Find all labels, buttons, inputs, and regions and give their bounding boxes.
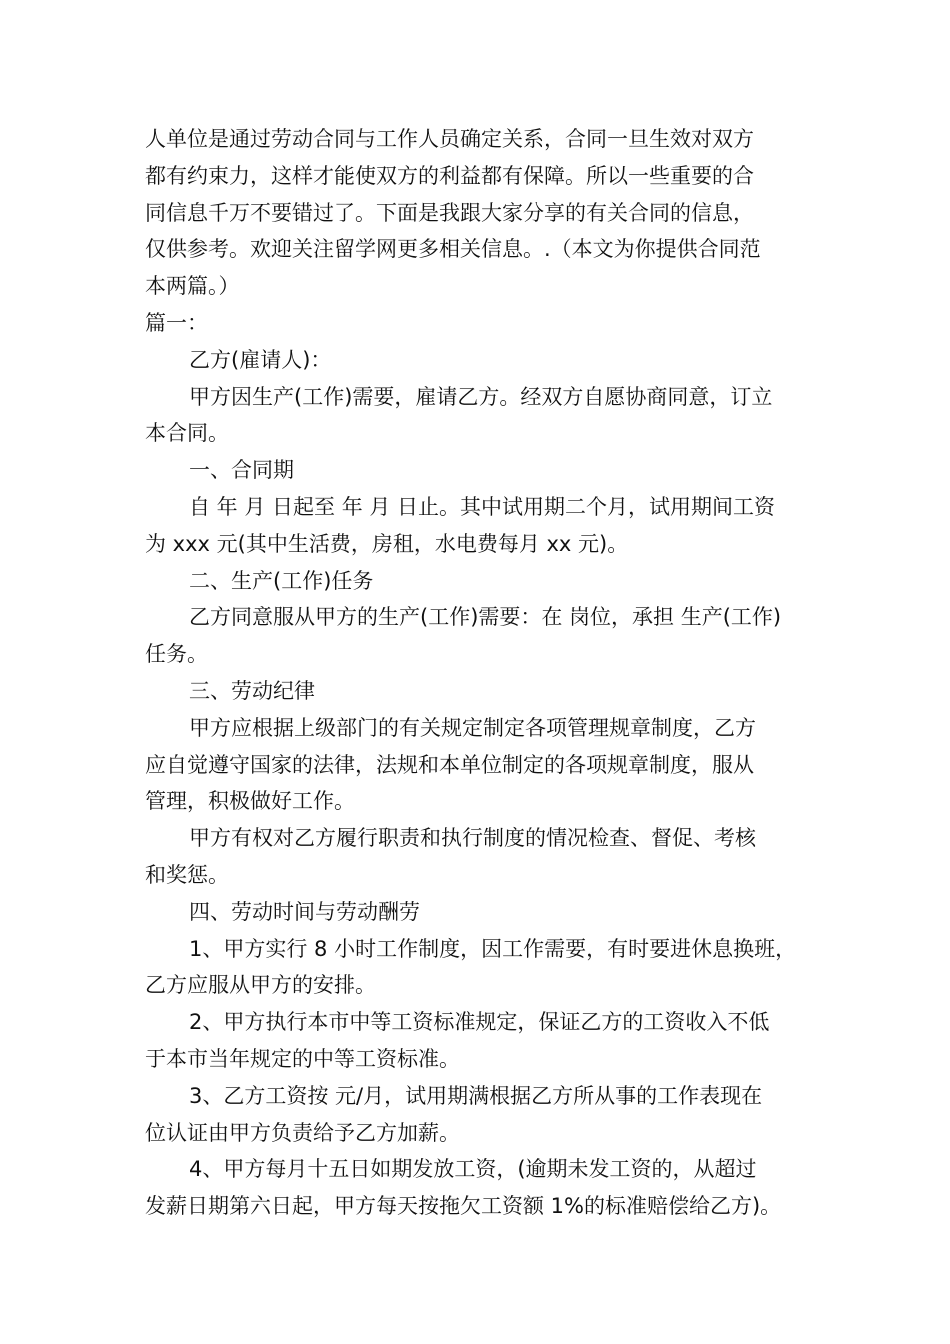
text-line: 同信息千万不要错过了。下面是我跟大家分享的有关合同的信息， <box>145 200 754 225</box>
text-line: 3、乙方工资按 元/月，试用期满根据乙方所从事的工作表现在 <box>189 1083 763 1108</box>
text-line: 本两篇。） <box>145 274 240 299</box>
text-line: 本合同。 <box>145 421 229 446</box>
text-line: 一、合同期 <box>189 458 294 483</box>
text-line: 三、劳动纪律 <box>189 678 315 703</box>
text-line: 乙方同意服从甲方的生产(工作)需要：在 岗位，承担 生产(工作) <box>189 605 782 630</box>
text-line: 甲方应根据上级部门的有关规定制定各项管理规章制度，乙方 <box>189 715 756 740</box>
text-line: 4、甲方每月十五日如期发放工资，(逾期未发工资的，从超过 <box>189 1157 757 1182</box>
text-line: 为 xxx 元(其中生活费，房租，水电费每月 xx 元)。 <box>145 531 629 556</box>
text-line: 人单位是通过劳动合同与工作人员确定关系，合同一旦生效对双方 <box>145 127 754 151</box>
text-line: 1、甲方实行 8 小时工作制度，因工作需要，有时要进休息换班， <box>189 936 797 961</box>
text-line: 2、甲方执行本市中等工资标准规定，保证乙方的工资收入不低 <box>189 1010 770 1035</box>
document-body <box>145 121 815 1225</box>
text-line: 都有约束力，这样才能使双方的利益都有保障。所以一些重要的合 <box>145 163 754 188</box>
text-line: 篇一： <box>145 310 208 335</box>
text-line: 和奖惩。 <box>145 862 229 887</box>
text-line: 管理，积极做好工作。 <box>145 789 355 814</box>
text-line: 任务。 <box>145 642 208 667</box>
text-line: 甲方有权对乙方履行职责和执行制度的情况检查、督促、考核 <box>189 826 756 851</box>
text-line: 四、劳动时间与劳动酬劳 <box>189 899 420 924</box>
text-line: 二、生产(工作)任务 <box>189 568 374 593</box>
text-line: 于本市当年规定的中等工资标准。 <box>145 1046 460 1071</box>
text-line: 甲方因生产(工作)需要，雇请乙方。经双方自愿协商同意，订立 <box>189 384 773 409</box>
text-line: 仅供参考。欢迎关注留学网更多相关信息。.（本文为你提供合同范 <box>145 237 761 262</box>
text-line: 发薪日期第六日起，甲方每天按拖欠工资额 1%的标准赔偿给乙方)。 <box>145 1194 782 1219</box>
text-line: 自 年 月 日起至 年 月 日止。其中试用期二个月，试用期间工资 <box>189 494 776 519</box>
text-line: 乙方应服从甲方的安排。 <box>145 973 376 998</box>
text-line: 应自觉遵守国家的法律，法规和本单位制定的各项规章制度，服从 <box>145 752 754 777</box>
text-line: 位认证由甲方负责给予乙方加薪。 <box>145 1120 460 1145</box>
text-line: 乙方(雇请人)： <box>189 347 332 372</box>
